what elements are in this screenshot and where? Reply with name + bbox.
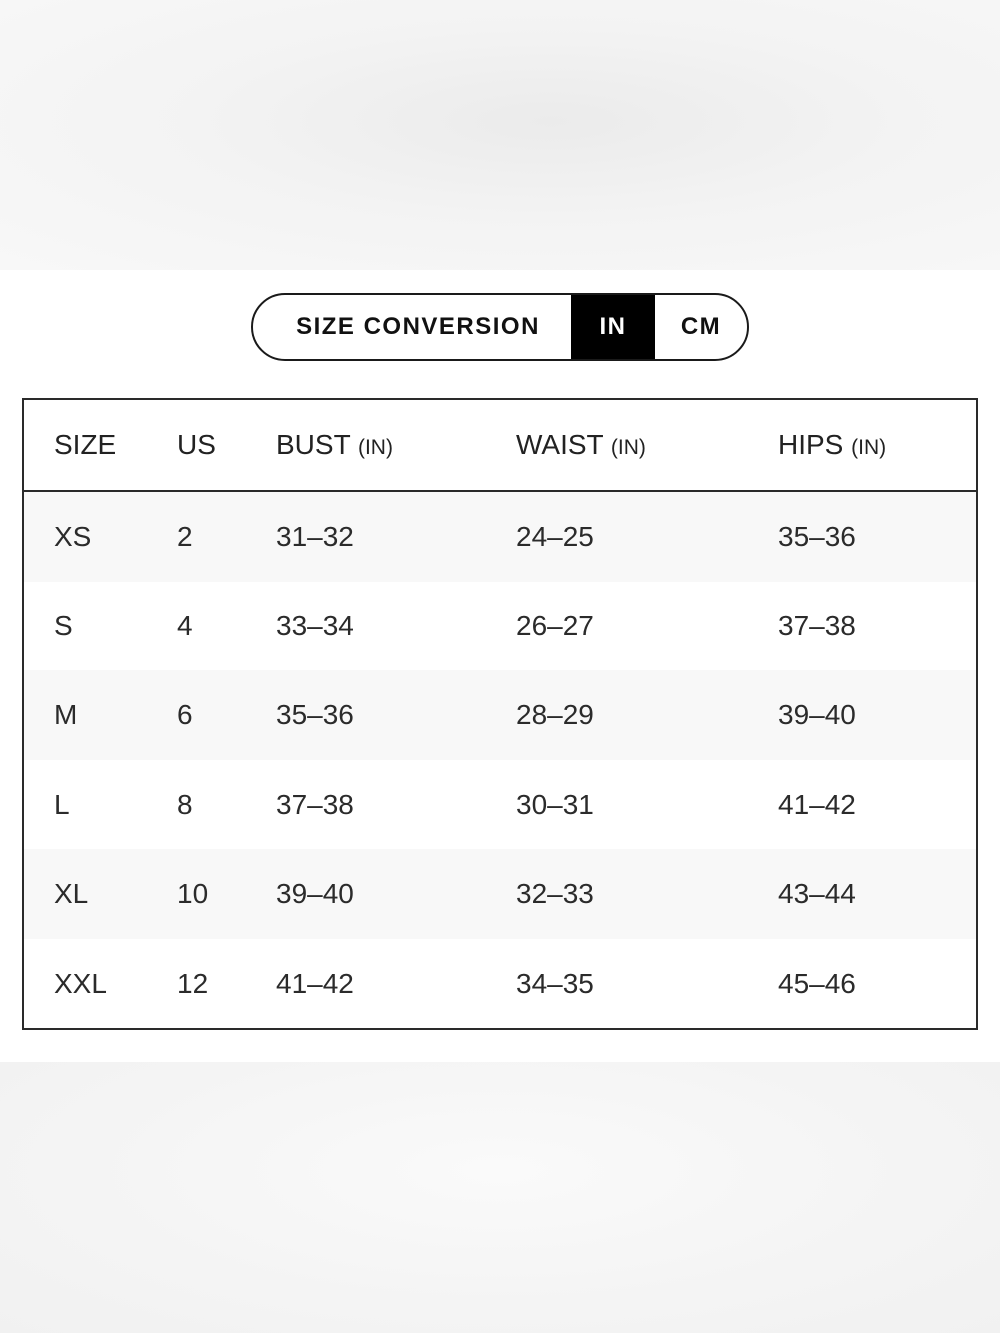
- cell-size: XXL: [54, 968, 107, 999]
- toggle-title: SIZE CONVERSION: [296, 313, 540, 340]
- cell-us: 4: [177, 610, 193, 641]
- cell-us: 8: [177, 789, 193, 820]
- table-row: [24, 760, 976, 850]
- header-hips-unit: (IN): [851, 436, 887, 459]
- cell-waist: 34–35: [516, 968, 594, 999]
- cell-hips: 35–36: [778, 521, 856, 552]
- cell-size: M: [54, 699, 78, 730]
- cell-size: L: [54, 789, 70, 820]
- cell-size: XL: [54, 878, 89, 909]
- cell-us: 12: [177, 968, 209, 999]
- header-waist: WAIST (IN): [516, 429, 646, 460]
- cell-us: 10: [177, 878, 209, 909]
- table-row: [24, 581, 976, 671]
- unit-option-in[interactable]: IN: [571, 295, 655, 359]
- table-row: [24, 939, 976, 1029]
- cell-waist: 26–27: [516, 610, 594, 641]
- cell-waist: 28–29: [516, 699, 594, 730]
- cell-bust: 37–38: [276, 789, 354, 820]
- cell-hips: 43–44: [778, 878, 856, 909]
- cell-us: 6: [177, 699, 193, 730]
- cell-bust: 35–36: [276, 699, 354, 730]
- cell-waist: 24–25: [516, 521, 594, 552]
- cell-size: XS: [54, 521, 92, 552]
- table-header-row: [24, 400, 976, 492]
- cell-size: S: [54, 610, 73, 641]
- unit-option-cm[interactable]: CM: [680, 313, 722, 340]
- unit-toggle: [251, 293, 749, 361]
- cell-us: 2: [177, 521, 193, 552]
- header-bust-unit: (IN): [357, 436, 393, 459]
- cell-bust: 41–42: [276, 968, 354, 999]
- cell-waist: 32–33: [516, 878, 594, 909]
- cell-hips: 39–40: [778, 699, 856, 730]
- cell-hips: 41–42: [778, 789, 856, 820]
- header-waist-unit: (IN): [610, 436, 646, 459]
- cell-bust: 33–34: [276, 610, 354, 641]
- cell-hips: 37–38: [778, 610, 856, 641]
- cell-bust: 39–40: [276, 878, 354, 909]
- cell-bust: 31–32: [276, 521, 354, 552]
- cell-hips: 45–46: [778, 968, 856, 999]
- cell-waist: 30–31: [516, 789, 594, 820]
- bottom-background: [0, 1062, 1000, 1333]
- header-hips: HIPS (IN): [778, 429, 887, 460]
- header-bust: BUST (IN): [276, 429, 393, 460]
- table-row: [24, 670, 976, 760]
- header-size: SIZE: [54, 429, 117, 460]
- table-row: [24, 492, 976, 582]
- table-row: [24, 849, 976, 939]
- top-background: [0, 0, 1000, 270]
- size-table: [22, 398, 978, 1030]
- header-us: US: [177, 429, 216, 460]
